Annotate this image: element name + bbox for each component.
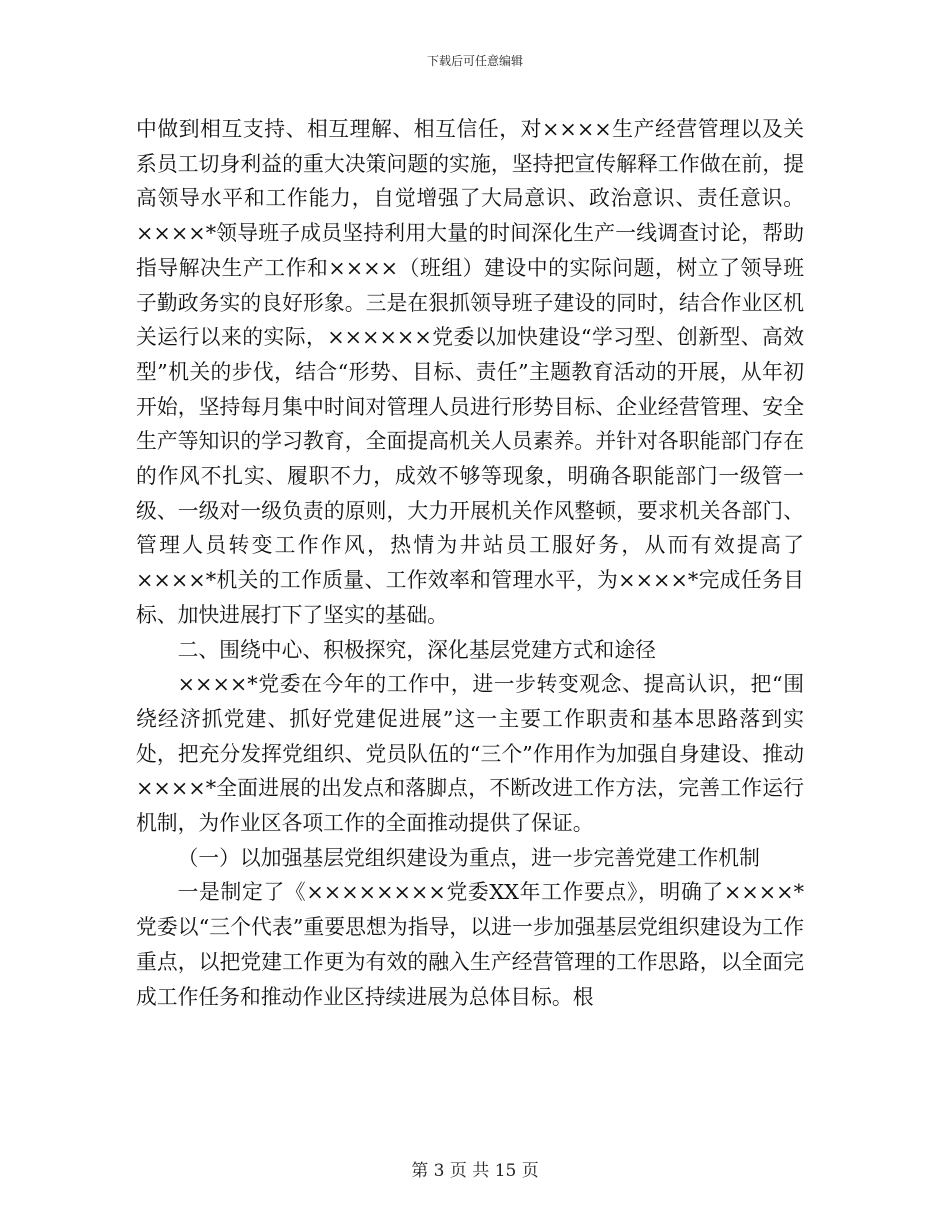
paragraph: 一是制定了《××××××××党委XX年工作要点》，明确了××××*党委以“三个代表”重要思想为指导，以进一步加强基层党组织建设为工作重点，以把党建工作更为有效的融入生产经营管理的工作思路，以全面完成工作任务和推动作业区持续进展为总体目标。根 <box>136 880 804 1009</box>
paragraph: ××××*党委在今年的工作中，进一步转变观念、提高认识，把“围绕经济抓党建、抓好党建促进展”这一主要工作职责和基本思路落到实处，把充分发挥党组织、党员队伍的“三个”作用作为加强自身建设、推动××××*全面进展的出发点和落脚点，不断改进工作方法，完善工作运行机制，为作业区各项工作的全面推动提供了保证。 <box>136 672 804 836</box>
page-footer: 第 3 页 共 15 页 <box>411 1161 539 1181</box>
section-heading: 二、围绕中心、积极探究，深化基层党建方式和途径 <box>177 637 656 662</box>
paragraph-continuation: 中做到相互支持、相互理解、相互信任，对××××生产经营管理以及关系员工切身利益的重大决策问题的实施，坚持把宣传解释工作做在前，提高领导水平和工作能力，自觉增强了大局意识、政治意识、责任意识。××××*领导班子成员坚持利用大量的时间深化生产一线调查讨论，帮助指导解决生产工作和××××（班组）建设中的实际问题，树立了领导班子勤政务实的良好形象。三是在狠抓领导班子建设的同时，结合作业区机关运行以来的实际，××××××党委以加快建设“学习型、创新型、高效型”机关的步伐，结合“形势、目标、责任”主题教育活动的开展，从年初开始，坚持每月集中时间对管理人员进行形势目标、企业经营管理、安全生产等知识的学习教育，全面提高机关人员素养。并针对各职能部门存在的作风不扎实、履职不力，成效不够等现象，明确各职能部门一级管一级、一级对一级负责的原则，大力开展机关作风整顿，要求机关各部门、管理人员转变工作作风，热情为井站员工服好务，从而有效提高了××××*机关的工作质量、工作效率和管理水平，为××××*完成任务目标、加快进展打下了坚实的基础。 <box>136 117 804 627</box>
subsection-heading: （一）以加强基层党组织建设为重点，进一步完善党建工作机制 <box>177 845 760 870</box>
page-header: 下载后可任意编辑 <box>426 54 523 68</box>
document-body <box>136 112 804 1014</box>
